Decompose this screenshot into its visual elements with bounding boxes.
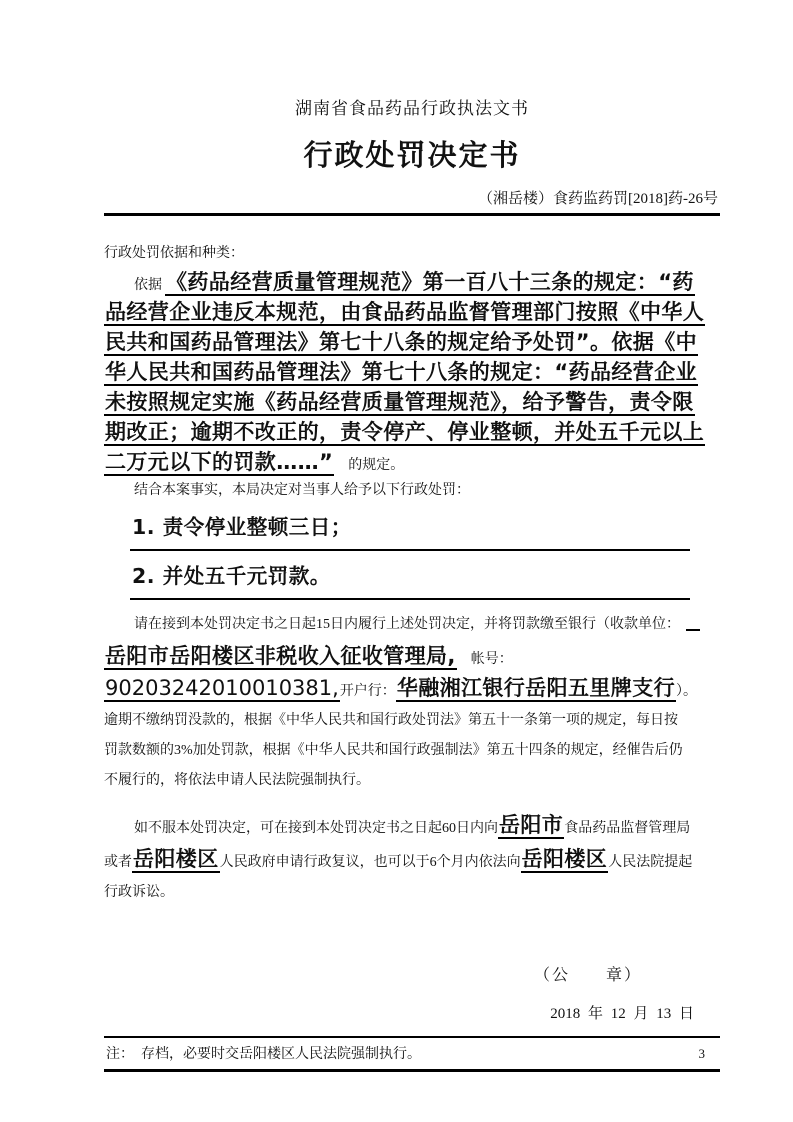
payment-line [104,610,720,640]
basis-line [104,327,720,357]
payment-line [104,640,720,672]
basis-line [104,387,720,417]
bank-label: 开户行： [339,684,396,699]
archive-note: 注： 存档，必要时交岳阳楼区人民法院强制执行。 [104,1036,720,1072]
payment-line [104,672,720,704]
overdue-line [104,736,720,766]
basis-filled-text: 品经营企业违反本规范，由食品药品监督管理部门按照《中华人 [105,300,705,324]
basis-line [104,417,720,447]
basis-line [104,297,720,327]
basis-filled-text: 二万元以下的罚款……” [105,450,334,474]
bank-name: 华融湘江银行岳阳五里牌支行 [396,676,676,700]
appeal-line [104,878,720,908]
overdue-paragraph [104,706,720,796]
appeal-text: 如不服本处罚决定，可在接到本处罚决定书之日起60日内向 [134,821,498,836]
overdue-line [104,766,720,796]
document-number: （湘岳楼）食药监药罚[2018]药-26号 [478,191,718,207]
account-label: 帐号： [456,652,513,667]
account-number: 90203242010010381, [105,676,339,700]
appeal-text: 行政诉讼。 [104,885,174,900]
basis-filled-text: 未按照规定实施《药品经营质量管理规范》，给予警告，责令限 [105,390,694,414]
basis-filled-text: 期改正；逾期不改正的，责令停产、停业整顿，并处五千元以上 [105,420,705,444]
document-content [104,94,720,1072]
review-authority-district: 岳阳楼区 [133,847,219,871]
payment-instruction: 请在接到本处罚决定书之日起15日内履行上述处罚决定，并将罚款缴至银行（收款单位： [134,617,680,632]
official-seal-placeholder: （公 章） [533,967,642,984]
penalty-item-2: 2. 并处五千元罚款。 [132,564,331,588]
appeal-paragraph [104,810,720,908]
review-authority-city: 岳阳市 [499,813,564,837]
legal-basis-paragraph [104,267,720,477]
basis-prefix: 依据 [134,278,162,293]
closing-paren: ）。 [676,684,698,699]
appeal-text: 或者 [104,855,132,870]
document-category-heading: 湖南省食品药品行政执法文书 [295,99,529,118]
overdue-text: 不履行的，将依法申请人民法院强制执行。 [104,773,370,788]
decision-date: 2018 年 12 月 13 日 [550,1006,694,1022]
penalty-item [130,512,690,551]
decision-intro: 结合本案事实，本局决定对当事人给予以下行政处罚： [134,483,470,498]
section-label: 行政处罚依据和种类： [104,246,244,261]
basis-filled-text: 华人民共和国药品管理法》第七十八条的规定：“药品经营企业 [105,360,697,384]
header-divider [104,213,720,216]
appeal-line [104,810,720,844]
penalty-list [104,512,720,600]
appeal-text: 人民法院提起 [608,855,693,870]
overdue-line [104,706,720,736]
payee-name: 岳阳市岳阳楼区非税收入征收管理局, [105,644,456,668]
page-number: 3 [698,1046,705,1061]
court-district: 岳阳楼区 [521,847,608,871]
blank-underline [686,614,700,631]
basis-line [104,357,720,387]
overdue-text: 逾期不缴纳罚没款的，根据《中华人民共和国行政处罚法》第五十一条第一项的规定，每日按 [104,713,678,728]
basis-filled-text: 《药品经营质量管理规范》第一百八十三条的规定：“药 [166,270,694,294]
penalty-item-1: 1. 责令停业整顿三日； [132,515,352,539]
appeal-text: 人民政府申请行政复议，也可以于6个月内依法向 [219,855,521,870]
basis-line [104,447,720,477]
penalty-item [130,561,690,600]
basis-filled-text: 民共和国药品管理法》第七十八条的规定给予处罚”。依据《中 [105,330,697,354]
appeal-line [104,844,720,878]
page-title: 行政处罚决定书 [303,140,521,172]
appeal-text: 食品药品监督管理局 [564,821,691,836]
overdue-text: 罚款数额的3%加处罚款，根据《中华人民共和国行政强制法》第五十四条的规定，经催告后仍 [104,743,683,758]
basis-suffix: 的规定。 [334,458,405,473]
payment-paragraph [104,610,720,704]
basis-line [104,267,720,297]
